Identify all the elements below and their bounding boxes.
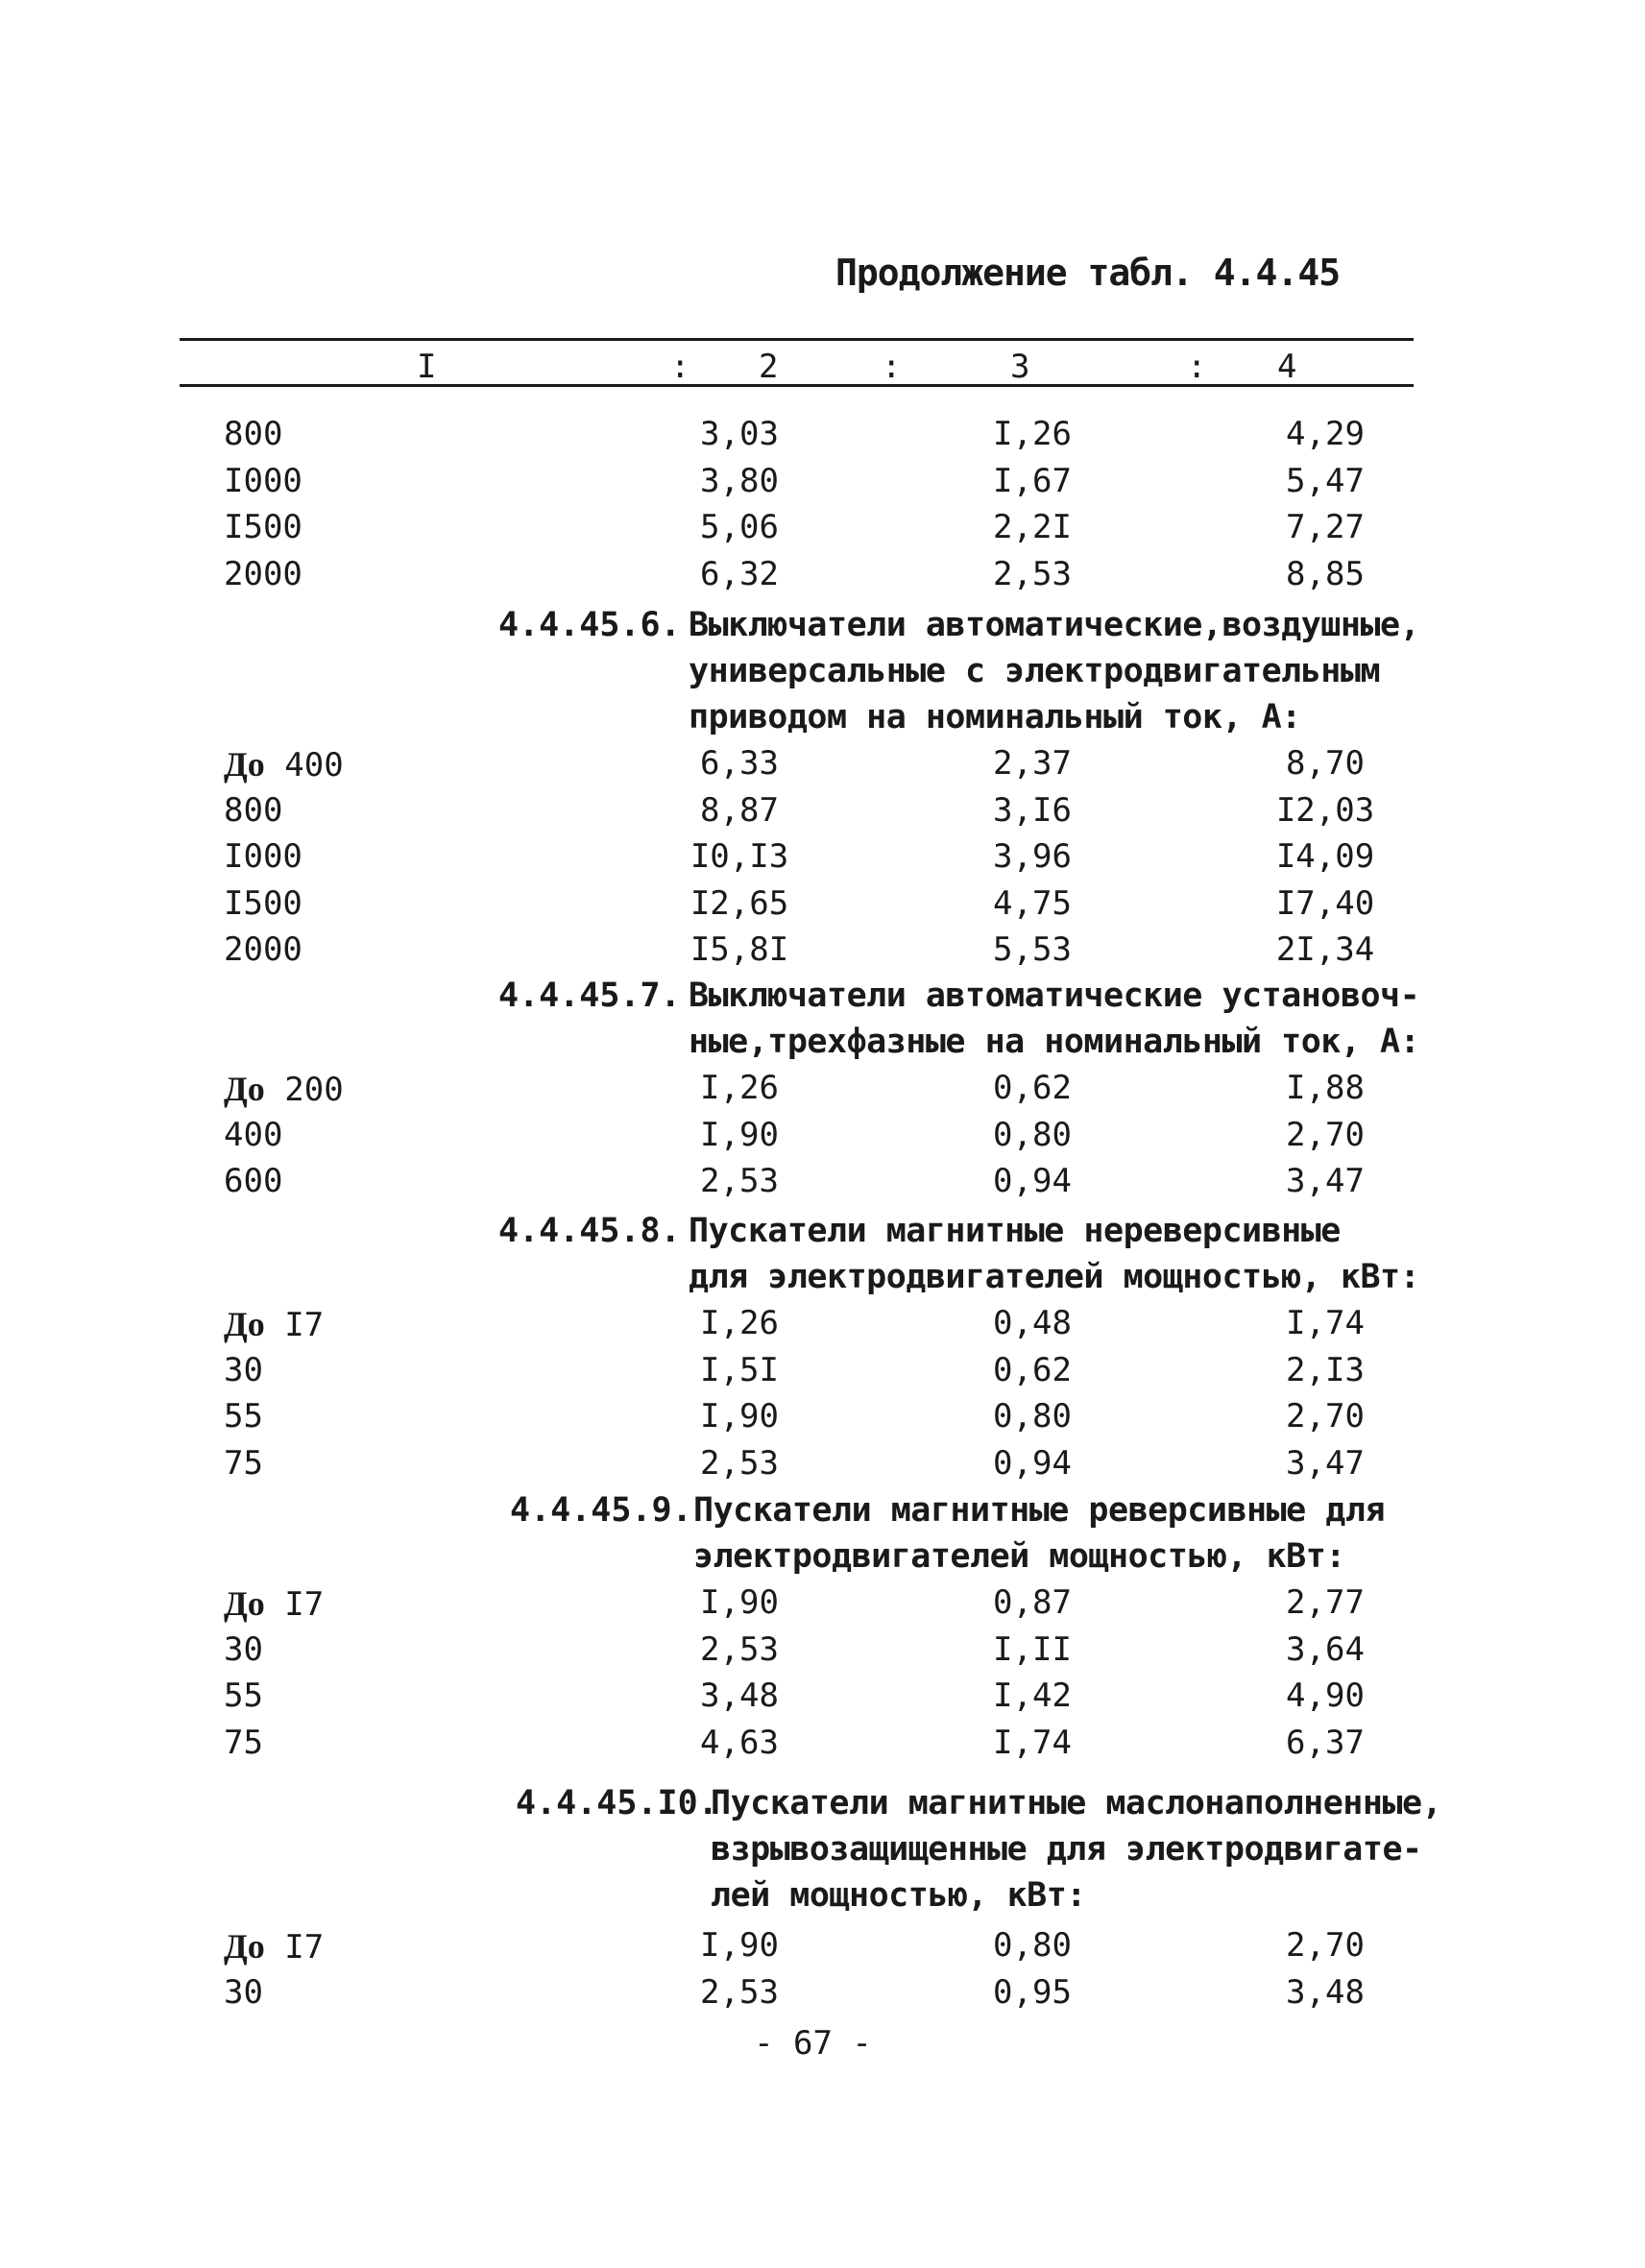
column-separator: : (882, 348, 902, 386)
row-c3-value: 4,75 (993, 883, 1072, 923)
row-c2-value: I,90 (700, 1926, 779, 1965)
row-c3-value: 5,53 (993, 930, 1072, 969)
page-number-text: - 67 - (754, 2024, 872, 2063)
section-description-line: Пускатели магнитные маслонаполненные, (711, 1784, 1442, 1822)
row-label (224, 884, 302, 923)
table-row (0, 1926, 1645, 1972)
column-header-3: 3 (1010, 348, 1030, 386)
row-c4-value: 2,77 (1286, 1583, 1365, 1622)
table-row (0, 1069, 1645, 1115)
row-label-value: 600 (224, 1162, 283, 1200)
row-c3-value: I,42 (993, 1677, 1072, 1715)
section-description-line: Выключатели автоматические установоч- (689, 977, 1420, 1015)
row-label-value: 800 (224, 415, 283, 453)
row-label-value: I7 (284, 1928, 325, 1966)
row-c2-value: 3,48 (700, 1677, 779, 1715)
row-c3-value: I,74 (993, 1723, 1072, 1762)
section-description-line: электродвигателей мощностью, кВт: (693, 1537, 1345, 1576)
row-c3-value: 0,87 (993, 1583, 1072, 1622)
row-label-value: 55 (224, 1397, 263, 1436)
row-label-value: 55 (224, 1677, 263, 1715)
row-label-value: 200 (284, 1071, 344, 1109)
row-c3-value: 2,37 (993, 744, 1072, 783)
table-header-bottom-rule (180, 384, 1414, 387)
row-c3-value: 0,94 (993, 1162, 1072, 1200)
row-c2-value: I,90 (700, 1115, 779, 1154)
row-c3-value: 2,2I (993, 508, 1072, 546)
table-row (0, 508, 1645, 554)
row-c3-value: I,67 (993, 461, 1072, 500)
column-header-1: I (417, 348, 437, 386)
table-row (0, 1583, 1645, 1629)
row-label (224, 1397, 263, 1436)
row-c2-value: I,26 (700, 1304, 779, 1342)
row-c2-value: I,5I (700, 1350, 779, 1389)
row-c3-value: I,26 (993, 415, 1072, 453)
section-description-line: взрывозащищенные для электродвигате- (711, 1830, 1422, 1869)
row-c3-value: 2,53 (993, 554, 1072, 593)
row-label (224, 1926, 324, 1966)
row-c2-value: 2,53 (700, 1162, 779, 1200)
row-c4-value: 2,I3 (1286, 1350, 1365, 1389)
row-label-value: 75 (224, 1723, 263, 1762)
row-label (224, 462, 302, 500)
row-c2-value: 3,80 (700, 461, 779, 500)
table-header-top-rule (180, 338, 1414, 341)
row-c3-value: 3,I6 (993, 790, 1072, 830)
row-c2-value: 3,03 (700, 415, 779, 453)
row-label-value: 800 (224, 790, 283, 830)
table-row (0, 837, 1645, 883)
section-description-line: лей мощностью, кВт: (711, 1876, 1086, 1915)
row-c4-value: I4,09 (1275, 837, 1375, 876)
table-row (0, 1116, 1645, 1162)
row-label (224, 1630, 263, 1669)
row-c2-value: I,90 (700, 1583, 779, 1622)
row-c3-value: 0,48 (993, 1304, 1072, 1342)
row-c4-value: 6,37 (1286, 1723, 1365, 1762)
row-label-prefix: До (224, 1927, 265, 1966)
row-c4-value: 7,27 (1286, 508, 1365, 546)
row-label-value: I7 (284, 1585, 325, 1624)
row-label (224, 930, 302, 969)
column-separator: : (1187, 348, 1207, 386)
row-c3-value: 0,80 (993, 1926, 1072, 1965)
row-c4-value: I2,03 (1275, 790, 1375, 830)
row-c4-value: 2I,34 (1275, 930, 1375, 969)
row-c3-value: 0,80 (993, 1397, 1072, 1436)
row-label-prefix: До (224, 1584, 265, 1623)
row-label (224, 1351, 263, 1389)
row-c2-value: 2,53 (700, 1972, 779, 2012)
row-c2-value: 2,53 (700, 1629, 779, 1669)
row-label-value: 30 (224, 1972, 263, 2012)
row-c3-value: 0,62 (993, 1350, 1072, 1389)
row-c2-value: I0,I3 (689, 837, 789, 876)
row-c2-value: I,26 (700, 1069, 779, 1107)
section-code: 4.4.45.8. (498, 1212, 681, 1250)
row-label-value: 2000 (224, 554, 302, 593)
table-row (0, 555, 1645, 601)
row-c4-value: 4,90 (1286, 1677, 1365, 1715)
row-label-value: I500 (224, 508, 302, 546)
table-row (0, 1162, 1645, 1208)
row-c4-value: 2,70 (1286, 1115, 1365, 1154)
row-c2-value: 6,32 (700, 554, 779, 593)
row-label (224, 1583, 324, 1624)
column-header-4: 4 (1277, 348, 1297, 386)
table-row (0, 1630, 1645, 1677)
section-code: 4.4.45.6. (498, 606, 681, 644)
row-c3-value: 0,62 (993, 1069, 1072, 1107)
row-label-value: 30 (224, 1350, 263, 1389)
row-label (224, 1724, 263, 1762)
row-label-value: 400 (284, 746, 344, 784)
row-label-value: 2000 (224, 930, 302, 969)
row-label-value: 30 (224, 1629, 263, 1669)
section-description-line: Пускатели магнитные реверсивные для (693, 1491, 1386, 1530)
table-row (0, 1973, 1645, 2019)
table-row (0, 884, 1645, 930)
row-c2-value: 6,33 (700, 744, 779, 783)
table-row (0, 744, 1645, 790)
row-c4-value: 4,29 (1286, 415, 1365, 453)
row-c4-value: 3,47 (1286, 1162, 1365, 1200)
row-c3-value: I,II (993, 1629, 1072, 1669)
row-label (224, 1973, 263, 2012)
row-label-prefix: До (224, 1305, 265, 1343)
row-c2-value: I5,8I (689, 930, 789, 969)
row-label (224, 1444, 263, 1483)
row-c4-value: 5,47 (1286, 461, 1365, 500)
section-description-line: универсальные с электродвигательным (689, 652, 1381, 690)
section-description-line: Выключатели автоматические,воздушные, (689, 606, 1420, 644)
section-description-line: Пускатели магнитные нереверсивные (689, 1212, 1341, 1250)
row-c3-value: 0,94 (993, 1443, 1072, 1483)
row-c4-value: 3,47 (1286, 1443, 1365, 1483)
row-label (224, 415, 282, 453)
section-description-line: для электродвигателей мощностью, кВт: (689, 1258, 1420, 1296)
row-c4-value: I,74 (1286, 1304, 1365, 1342)
table-row (0, 1444, 1645, 1490)
row-c2-value: I2,65 (689, 883, 789, 923)
row-c2-value: 2,53 (700, 1443, 779, 1483)
row-label-value: I000 (224, 461, 302, 500)
row-label (224, 1304, 324, 1344)
row-label (224, 744, 344, 784)
row-c3-value: 0,80 (993, 1115, 1072, 1154)
row-label (224, 555, 302, 593)
row-c2-value: I,90 (700, 1397, 779, 1436)
row-label-value: I500 (224, 883, 302, 923)
table-row (0, 1397, 1645, 1443)
row-label (224, 1162, 282, 1200)
row-c4-value: I7,40 (1275, 883, 1375, 923)
row-c4-value: 3,48 (1286, 1972, 1365, 2012)
row-c3-value: 0,95 (993, 1972, 1072, 2012)
column-separator: : (670, 348, 690, 386)
row-c4-value: 8,85 (1286, 554, 1365, 593)
row-label (224, 508, 302, 546)
row-c2-value: 5,06 (700, 508, 779, 546)
row-label (224, 791, 282, 830)
row-label-prefix: До (224, 745, 265, 784)
row-c4-value: 8,70 (1286, 744, 1365, 783)
row-label (224, 1677, 263, 1715)
row-c2-value: 4,63 (700, 1723, 779, 1762)
row-label (224, 837, 302, 876)
table-row (0, 415, 1645, 461)
page-number (0, 2024, 1645, 2063)
row-label-value: I000 (224, 837, 302, 876)
row-c3-value: 3,96 (993, 837, 1072, 876)
row-c4-value: 2,70 (1286, 1926, 1365, 1965)
table-row (0, 930, 1645, 977)
table-row (0, 1724, 1645, 1770)
column-header-2: 2 (759, 348, 779, 386)
row-c2-value: 8,87 (700, 790, 779, 830)
row-label-value: I7 (284, 1306, 325, 1344)
table-row (0, 1677, 1645, 1723)
table-row (0, 1351, 1645, 1397)
section-code: 4.4.45.I0. (516, 1784, 718, 1822)
row-label (224, 1069, 344, 1109)
section-code: 4.4.45.9. (510, 1491, 692, 1530)
section-description-line: приводом на номинальный ток, А: (689, 698, 1301, 736)
row-c4-value: 2,70 (1286, 1397, 1365, 1436)
table-row (0, 1304, 1645, 1350)
table-row (0, 462, 1645, 508)
table-continuation-title: Продолжение табл. 4.4.45 (835, 252, 1341, 294)
table-row (0, 791, 1645, 837)
row-label-value: 400 (224, 1115, 283, 1154)
section-description-line: ные,трехфазные на номинальный ток, А: (689, 1023, 1420, 1061)
row-label-value: 75 (224, 1443, 263, 1483)
row-label (224, 1116, 282, 1154)
row-label-prefix: До (224, 1070, 265, 1108)
row-c4-value: 3,64 (1286, 1629, 1365, 1669)
section-code: 4.4.45.7. (498, 977, 681, 1015)
row-c4-value: I,88 (1286, 1069, 1365, 1107)
